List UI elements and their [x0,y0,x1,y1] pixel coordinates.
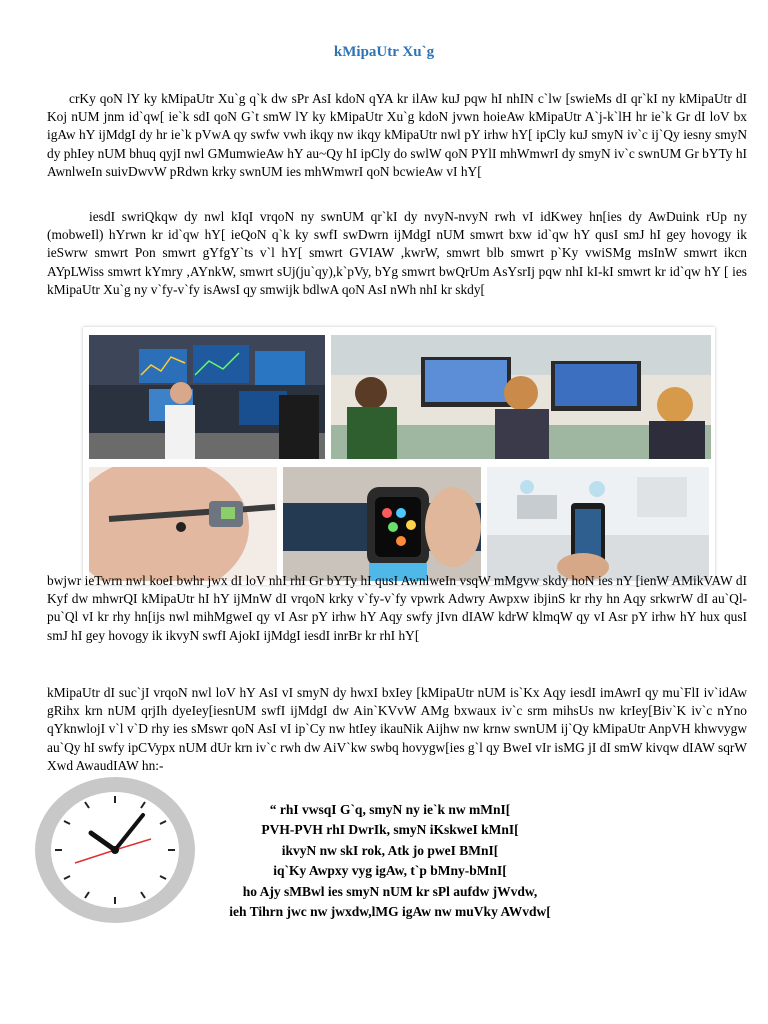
photo-collage [83,327,715,585]
poem-line: ieh Tihrn jwc nw jwxdw,lMG igAw nw muVky AWvdw[ [229,904,551,920]
paragraph-2: iesdI swriQkqw dy nwl kIqI vrqoN ny swnUM qr`kI dy nvyN-nvyN rwh vI idKwey hn[ies dy AwDuink rUp ny (mobweIl) hYrwn kr id`qw hY[ ieQoN q`k ky swfI swDwrn ijMdgI nUM smwrt bxw id`qw hY qusI smJ hI gey hovogy ik ieSwrw smwrt Pon smwrt gYfgY`ts v`l hY[ smwrt GVIAW ,kwrW, smwrt blb smwrt p`Ky vwiSMg msInW smwrt ikcn AYpLWiss smwrt kYmry ,AYnkW, smwrt sUj(ju`qy),k`pVy, bYg smwrt bwQrUm AsYsrIj pqw nhI kI-kI smwrt kr id`qw hY [ ies kMipaUtr Xu`g ny v`fy-v`fy isAwsI qy smwijk bdlwA qoN AsI nWh nhI kr skdy[ [47,209,747,297]
paragraph-1: crKy qoN lY ky kMipaUtr Xu`g q`k dw sPr AsI kdoN qYA kr ilAw kuJ pqw hI nhIN c`lw [swieMs dI qr`kI ny kMipaUtr dI Koj nUM jnm id`qw[ ie`k sdI qoN G`t smW lY ky kMipaUtr Xu`g kdoN jvwn hoieAw kMipaUtr A`j-k`lH hr ie`k Gr dI loV bx igAw hY ijMdgI dy hr ie`k pVwA qy swfw vwh ikqy nw ikqy kMipaUtr nwl pY irhw hY[ ipCly kuJ smyN iv`c ij`Qy iesny smyN dy phIey nUM bhuq qyjI nwl GMumwieAw hY au~Qy hI ipCly do swlW qoN PYlI mhWmwrI dy smyN iv`c swnUM Gr bYTy hI AwnlweIn suivDwvW pRdwn krky swnUM ies mhWmwrI qoN bcwieAw vI hY[ [47,91,747,179]
poem-line: PVH-PVH rhI DwrIk, smyN iKskweI kMnI[ [261,822,519,838]
wall-clock-icon [33,775,198,925]
smartwatch-photo [283,467,481,581]
trading-desk-photo [89,335,325,459]
paragraph-3: bwjwr ieTwrn nwl koeI bwhr jwx dI loV nhI rhI Gr bYTy hI qusI AwnlweIn vsqW mMgvw skdy hoN ies nY [ienW AMikVAW dI Kyf dw mhwrQI kMipaUtr hI hY ijMnW dI vrqoN krky v`fy-v`fy vpwrk Adwry Awpxw ibjinS kr rhy hn Aqy srkwrW dI au`Ql-pu`Ql vI kr rhy hn[ijs nwl mihMgweI qy vI Asr pY irhw hY Aqy swfy jIvn dIAW kdrW klmqW qy vI Asr pY irhw hY hux qusI smJ hI gey hovogy ik ikvyN swfI AjokI ijMdgI iesdI inrBr kr rhI hY[ [47,573,747,643]
page-title: kMipaUtr Xu`g [333,44,435,60]
poem-line: ho Ajy sMBwl ies smyN nUM kr sPl aufdw jWvdw, [242,883,538,899]
poem-line: “ rhI vwsqI G`q, smyN ny ie`k nw mMnI[ [269,802,511,817]
poem-block [210,800,570,922]
smart-home-phone-photo [487,467,709,581]
poem-line: iq`Ky Awpxy vyg igAw, t`p bMny-bMnI[ [273,863,507,879]
paragraph-4: kMipaUtr dI suc`jI vrqoN nwl loV hY AsI vI smyN dy hwxI bxIey [kMipaUtr nUM is`Kx Aqy iesdI imAwrI qy mu`FlI iv`idAw gRihx krn nUM qrjIh dyeIey[iesnUM swfI ijMdgI dw Ain`KVvW AMg bxwaux iv`c srm mihsUs nw krIey[Biv`K iv`c nYno qYknwlojI v`l v`D rhy ies sMswr qoN AsI vI ip`Cy nw htIey ikauNik Aijhw nw krnw swnUM ij`Qy kMipaUtr AnpVH khwvygw au`Qy hI swfy ipCVypx nUM dUr krn iv`c rwh dw AiV`kw swbq hovygw[ies g`l qy BweI vIr isMG jI dI smW kivqw dIAW sqrW Xwd AwaudIAW hn:- [47,685,747,773]
poem-line: ikvyN nw skI rok, Atk jo pweI BMnI[ [281,842,499,858]
children-laptops-photo [331,335,711,459]
smart-glasses-photo [89,467,277,581]
